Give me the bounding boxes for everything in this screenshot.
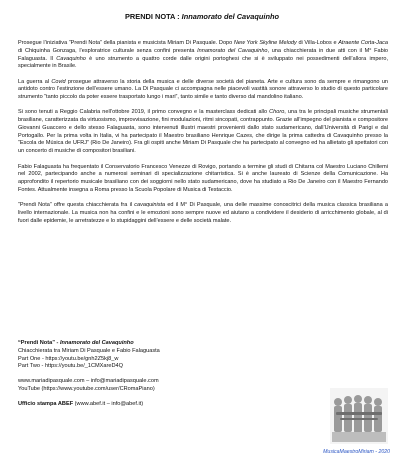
text-run-italic: Covid [51, 78, 66, 85]
title-main: PRENDI NOTA : [125, 12, 182, 21]
text-run: , una chiacchierata in due atti con il M° Fabio Falaguasta. Il [18, 47, 388, 62]
part-two-link[interactable]: Part Two - https://youtu.be/_1CMXareD4Q [18, 363, 123, 370]
press-office-label: Ufficio stampa ABEF [18, 400, 74, 407]
youtube-channel-link[interactable]: YouTube (https://www.youtube.com/user/CRomaPiano) [18, 385, 155, 392]
text-run: ed il M° Di Pasquale, una delle massime conoscitrici della musica classica brasiliana a livello internazionale. La musica non ha confini e le emozioni sono sempre nuove ed aiutano a condividere il desiderio di arricchimento globale, al di fuori dalle epidemie, le arretratezze e lo stupidaggini dell’essere e delle società malate. [18, 202, 388, 224]
text-run-italic: cavaquinista [134, 202, 166, 209]
text-run: Prosegue l’iniziativa “Prendi Nota” della pianista e musicista Miriam Di Pasquale. Dopo [18, 40, 234, 46]
text-run-italic: Choro [269, 109, 285, 116]
text-run: , una tra le principali musiche strumentali brasiliane, caratterizzata da virtuosismo, improvvisazione, fini modulazioni, ritmi sincopati, contrappunto. Grazie all’impegno del pianista e compositore Giovanni Guaccero e dello stesso Falaguasta, sono intervenuti illustri maestri provenienti dallo stato sudamericano, dall’Università di Parigi e dal Portogallo. Per la prima volta in Italia, vi ha partecipato il Maestro brasiliano Henrique Cazes, che dirige la prima cattedra di Cavaquinho presso la “Escola de Música de UFRJ” (Rio De Janeiro). Fra gli ospiti anche Miriam Di Pasquale che ha partecipato al convegno ed ha allietato gli spettatori con un concerto di musiche di compositori brasiliani. [18, 109, 388, 155]
text-run-italic: Cavaquinho [56, 55, 86, 62]
footer-heading [18, 340, 258, 348]
text-run: Si sono tenuti a Reggio Calabria nell’ottobre 2019, il primo convegno e la masterclass dedicati allo [18, 109, 270, 116]
text-run-italic: Innamorato del Cavaquinho [197, 47, 268, 54]
press-office [18, 401, 258, 409]
footer-info [18, 340, 258, 408]
footer-heading-b: Innamorato del Cavaquinho [59, 340, 134, 346]
paragraph-choro [18, 109, 388, 156]
text-run-italic: Atraente Corta-Jaca [338, 40, 388, 46]
paragraph-falaguasta [18, 164, 388, 195]
text-run: prosegue attraverso la storia della musica e delle diverse società del pianeta. Arte e cultura sono da sempre e rimangono un antidoto contro l’estinzione dell’essere umano. La Di Pasquale ci accompagna nelle piacevoli vastità sonore attraverso lo studio di questo particolare strumento “tanto piccolo da poter essere trasportato lungo i mari”, tanto simile e tanto diverso dal mandolino italiano. [18, 78, 388, 101]
press-office-contacts[interactable]: (www.abef.it – info@abef.it) [73, 400, 144, 407]
text-run-italic: New York Skyline Melody [233, 40, 297, 46]
text-run: di Villa-Lobos e [296, 40, 339, 46]
paragraph-intro [18, 40, 388, 71]
footer-description: Chiacchierata tra Miriam Di Pasquale e Fabio Falaguasta [18, 347, 160, 354]
text-run: La guerra al [18, 78, 52, 85]
image-caption: MusicaMaestroMiriam - 2020 [323, 449, 390, 455]
group-photo-icon [330, 388, 388, 444]
paragraph-prendi-nota [18, 202, 388, 225]
page-title [0, 12, 404, 21]
article-body [18, 40, 388, 233]
website-contact-link[interactable]: www.mariadipasquale.com – info@mariadipasquale.com [18, 378, 159, 384]
text-run: Fabio Falaguasta ha frequentato il Conservatorio Francesco Venezze di Rovigo, portando a termine gli studi di Chitarra col Maestro Luciano Chillemi nel 2002, partecipando anche a numerosi seminari di specializzazione chitarristica. Si è anche laureato di Scienze della Comunicazione. Ha approfondito il repertorio musicale brasiliano con dei soggiorni nello stato sudamericano, dove ha studiato a Rio De Janeiro con il Maestro Fernando Fontes. Attualmente insegna a Roma presso la Scuola Popolare di Musica di Testaccio. [18, 163, 388, 193]
part-one-link[interactable]: Part One - https://youtu.be/gnh2Z5kj8_w [18, 355, 119, 362]
text-run: “Prendi Nota” offre questa chiacchierata fra il [18, 202, 135, 209]
text-run: di Chiquinha Gonzaga, l’esploratrice culturale senza confini presenta [18, 47, 198, 54]
title-subtitle: Innamorato del Cavaquinho [181, 12, 279, 21]
footer-heading-a: “Prendi Nota” - [18, 340, 60, 346]
group-photo-image [330, 388, 388, 444]
paragraph-covid [18, 79, 388, 102]
text-run: è uno strumento a quattro corde dalle origini portoghesi che si è sviluppato nei possedimenti dell’allora impero, specialmente in Brasile. [18, 55, 388, 70]
